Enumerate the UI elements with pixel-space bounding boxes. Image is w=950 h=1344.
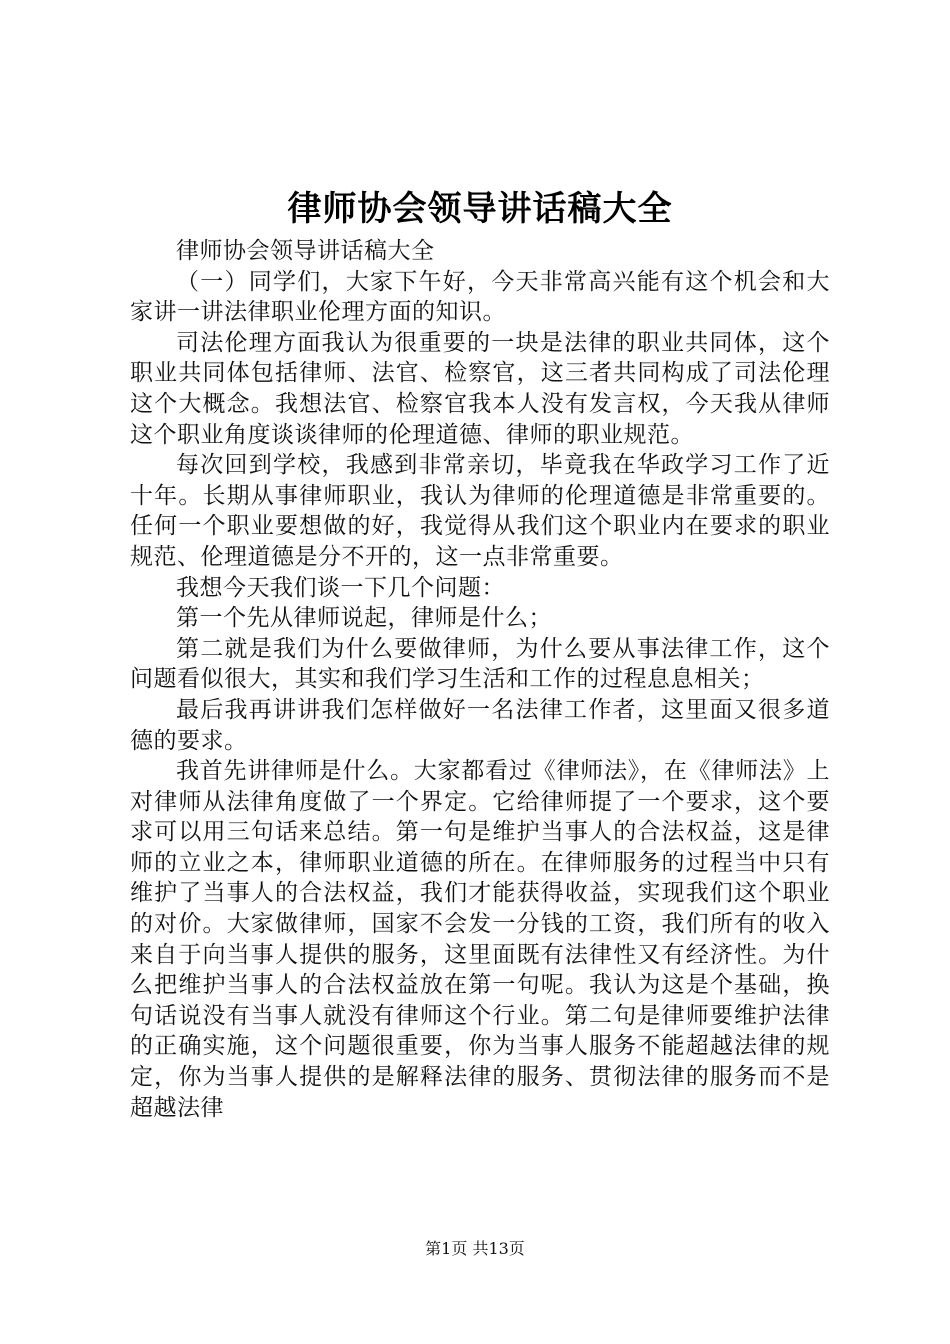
- paragraph-return-to-school: 每次回到学校，我感到非常亲切，毕竟我在华政学习工作了近十年。长期从事律师职业，我认为律师的伦理道德是非常重要的。任何一个职业要想做的好，我觉得从我们这个职业内在要求的职业规范、伦理道德是分不开的，这一点非常重要。: [130, 452, 830, 570]
- paragraph-topic-last: 最后我再讲讲我们怎样做好一名法律工作者，这里面又很多道德的要求。: [130, 696, 830, 754]
- document-title: 律师协会领导讲话稿大全: [287, 189, 673, 229]
- paragraph-greeting: （一）同学们，大家下午好，今天非常高兴能有这个机会和大家讲一讲法律职业伦理方面的知识。: [130, 268, 830, 326]
- document-body: [130, 236, 830, 1123]
- paragraph-topics-intro: 我想今天我们谈一下几个问题：: [176, 574, 505, 601]
- page-number-footer: 第1页 共13页: [425, 1239, 525, 1258]
- paragraph-subtitle: 律师协会领导讲话稿大全: [176, 238, 435, 264]
- paragraph-judicial-ethics: 司法伦理方面我认为很重要的一块是法律的职业共同体，这个职业共同体包括律师、法官、检察官，这三者共同构成了司法伦理这个大概念。我想法官、检察官我本人没有发言权，今天我从律师这个职业角度谈谈律师的伦理道德、律师的职业规范。: [130, 329, 830, 448]
- paragraph-what-is-lawyer: 我首先讲律师是什么。大家都看过《律师法》，在《律师法》上对律师从法律角度做了一个界定。它给律师提了一个要求，这个要求可以用三句话来总结。第一句是维护当事人的合法权益，这是律师的立业之本，律师职业道德的所在。在律师服务的过程当中只有维护了当事人的合法权益，我们才能获得收益，实现我们这个职业的对价。大家做律师，国家不会发一分钱的工资，我们所有的收入来自于向当事人提供的服务，这里面既有法律性又有经济性。为什么把维护当事人的合法权益放在第一句呢。我认为这是个基础，换句话说没有当事人就没有律师这个行业。第二句是律师要维护法律的正确实施，这个问题很重要，你为当事人服务不能超越法律的规定，你为当事人提供的是解释法律的服务、贯彻法律的服务而不是超越法律: [130, 758, 830, 1121]
- paragraph-topic-two: 第二就是我们为什么要做律师，为什么要从事法律工作，这个问题看似很大，其实和我们学习生活和工作的过程息息相关；: [130, 635, 830, 693]
- paragraph-topic-one: 第一个先从律师说起，律师是什么；: [176, 605, 552, 632]
